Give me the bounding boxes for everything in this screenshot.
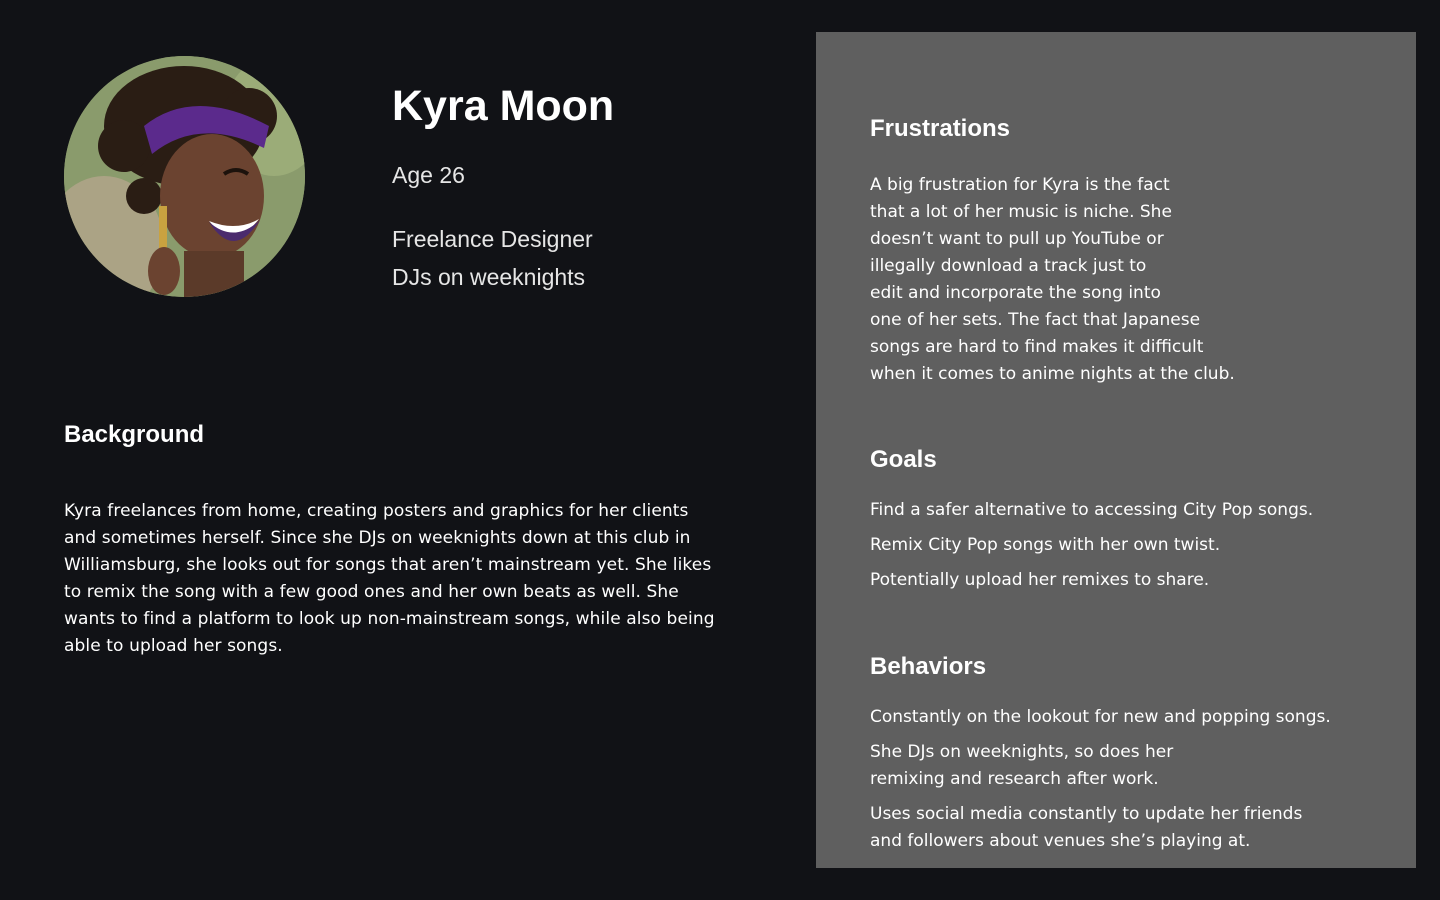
avatar-photo-illustration [64, 56, 305, 297]
persona-occupation [392, 220, 772, 296]
frustrations-line: illegally download a track just to [870, 256, 1147, 276]
frustrations-line: one of her sets. The fact that Japanese [870, 310, 1201, 330]
frustrations-line: doesn’t want to pull up YouTube or [870, 229, 1164, 249]
goal-line: Remix City Pop songs with her own twist. [870, 535, 1221, 555]
goal-item [870, 532, 1390, 559]
goal-line: Find a safer alternative to accessing City Pop songs. [870, 500, 1314, 520]
behavior-line: She DJs on weeknights, so does her [870, 742, 1174, 762]
persona-name: Kyra Moon [392, 82, 615, 130]
behavior-line: Uses social media constantly to update her friends [870, 804, 1303, 824]
frustrations-line: edit and incorporate the song into [870, 283, 1161, 303]
goals-title: Goals [870, 446, 937, 473]
persona-age: Age 26 [392, 162, 465, 188]
background-title: Background [64, 421, 205, 448]
frustrations-title: Frustrations [870, 115, 1011, 142]
behavior-line: Constantly on the lookout for new and popping songs. [870, 707, 1331, 727]
persona-identity [392, 78, 772, 296]
details-panel [816, 32, 1416, 868]
behavior-line: remixing and research after work. [870, 769, 1159, 789]
behavior-item [870, 739, 1390, 793]
background-line: Kyra freelances from home, creating posters and graphics for her clients [64, 501, 689, 521]
behaviors-title: Behaviors [870, 653, 987, 680]
goal-line: Potentially upload her remixes to share. [870, 570, 1210, 590]
goal-item [870, 497, 1390, 524]
frustrations-section [870, 112, 1390, 388]
background-line: able to upload her songs. [64, 636, 283, 656]
goals-list [870, 497, 1390, 594]
background-section [64, 418, 764, 660]
occupation-line: DJs on weeknights [392, 264, 586, 290]
background-line: and sometimes herself. Since she DJs on weeknights down at this club in [64, 528, 691, 548]
frustrations-line: A big frustration for Kyra is the fact [870, 175, 1170, 195]
background-line: to remix the song with a few good ones and her own beats as well. She [64, 582, 679, 602]
frustrations-line: songs are hard to find makes it difficult [870, 337, 1204, 357]
behaviors-list [870, 704, 1390, 855]
frustrations-line: that a lot of her music is niche. She [870, 202, 1172, 222]
background-line: wants to find a platform to look up non-mainstream songs, while also being [64, 609, 715, 629]
background-text [64, 498, 764, 660]
behavior-item [870, 704, 1390, 731]
behaviors-section [870, 650, 1390, 863]
frustrations-line: when it comes to anime nights at the club. [870, 364, 1235, 384]
frustrations-text [870, 172, 1390, 388]
background-line: Williamsburg, she looks out for songs that aren’t mainstream yet. She likes [64, 555, 712, 575]
goals-section [870, 443, 1390, 602]
goal-item [870, 567, 1390, 594]
behavior-item [870, 801, 1390, 855]
occupation-line: Freelance Designer [392, 226, 593, 252]
persona-avatar [64, 56, 305, 297]
behavior-line: and followers about venues she’s playing at. [870, 831, 1251, 851]
